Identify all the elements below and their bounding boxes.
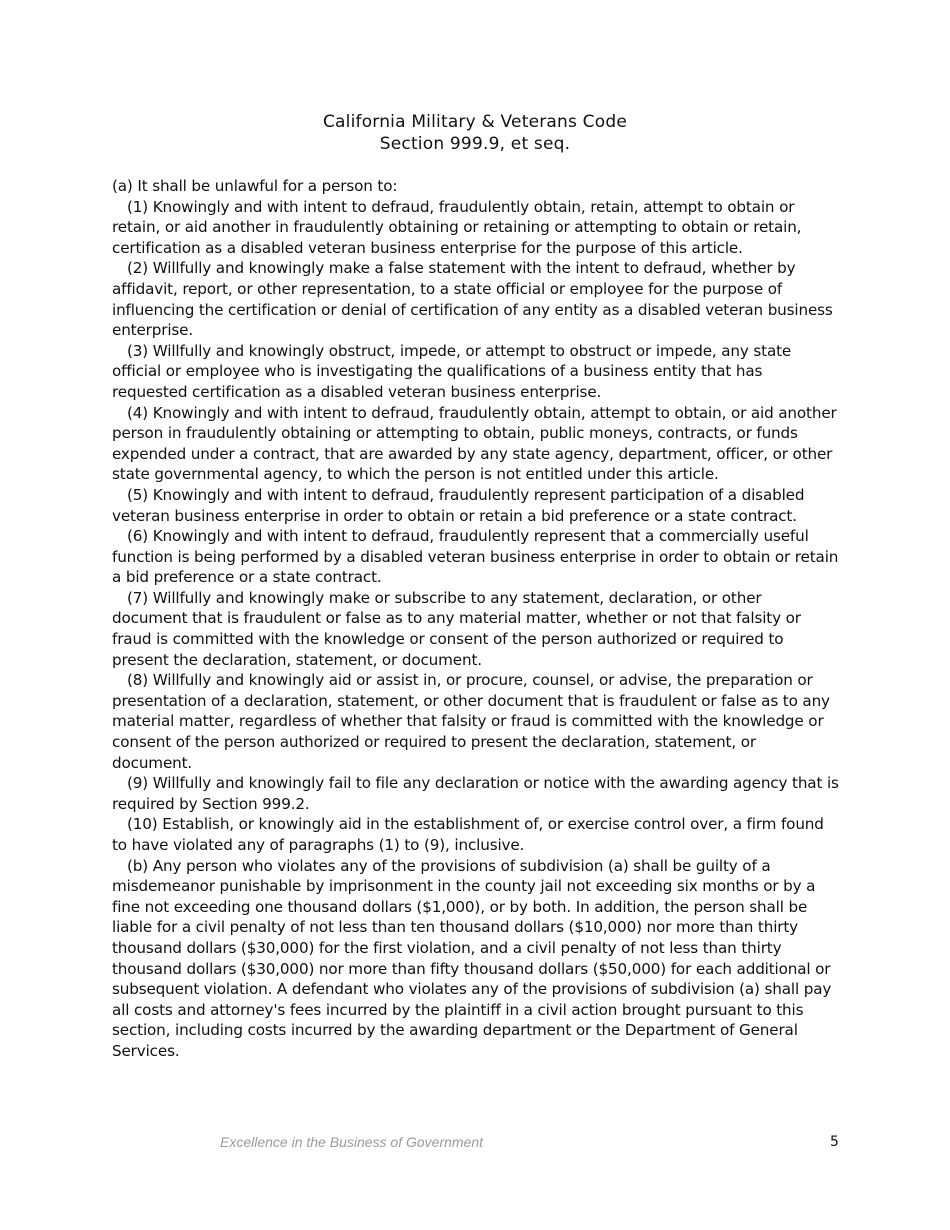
- paragraph-10: (10) Establish, or knowingly aid in the establishment of, or exercise control over, a firm found to have violated any of paragraphs (1) to (9), inclusive.: [112, 815, 824, 854]
- paragraph-1: (1) Knowingly and with intent to defraud, fraudulently obtain, retain, attempt to obtain or retain, or aid another in fraudulently obtaining or retaining or attempting to obtain or retain, certification as a disabled veteran business enterprise for the purpose of this article.: [112, 197, 802, 257]
- paragraph-2: (2) Willfully and knowingly make a false statement with the intent to defraud, whether by affidavit, report, or other representation, to a state official or employee for the purpose of influencing the certification or denial of certification of any entity as a disabled veteran business enterprise.: [112, 259, 833, 340]
- paragraph-7: (7) Willfully and knowingly make or subscribe to any statement, declaration, or other document that is fraudulent or false as to any material matter, whether or not that falsity or fraud is committed with the knowledge or consent of the person authorized or required to present the declaration, statement, or document.: [112, 588, 801, 669]
- title-line-1: California Military & Veterans Code: [322, 112, 628, 132]
- paragraph-9: (9) Willfully and knowingly fail to file any declaration or notice with the awarding agency that is required by Section 999.2.: [112, 774, 839, 813]
- paragraph-8: (8) Willfully and knowingly aid or assist in, or procure, counsel, or advise, the preparation or presentation of a declaration, statement, or other document that is fraudulent or false as to any material matter, regardless of whether that falsity or fraud is committed with the knowledge or consent of the person authorized or required to present the declaration, statement, or document.: [112, 671, 830, 772]
- paragraph-5: (5) Knowingly and with intent to defraud, fraudulently represent participation of a disabled veteran business enterprise in order to obtain or retain a bid preference or a state contract.: [112, 485, 805, 525]
- paragraph-6: (6) Knowingly and with intent to defraud, fraudulently represent that a commercially useful function is being performed by a disabled veteran business enterprise in order to obtain or retain a bid preference or a state contract.: [112, 527, 839, 587]
- footer-tagline: Excellence in the Business of Government: [220, 1134, 484, 1150]
- paragraph-b: (b) Any person who violates any of the provisions of subdivision (a) shall be guilty of a misdemeanor punishable by imprisonment in the county jail not exceeding six months or by a fine not exceeding one thousand dollars ($1,000), or by both. In addition, the person shall be liable for a civil penalty of not less than ten thousand dollars ($10,000) nor more than thirty thousand dollars ($30,000) for the first violation, and a civil penalty of not less than thirty thousand dollars ($30,000) nor more than fifty thousand dollars ($50,000) for each additional or subsequent violation. A defendant who violates any of the provisions of subdivision (a) shall pay all costs and attorney's fees incurred by the plaintiff in a civil action brought pursuant to this section, including costs incurred by the awarding department or the Department of General Services.: [112, 856, 832, 1060]
- paragraph-3: (3) Willfully and knowingly obstruct, impede, or attempt to obstruct or impede, any state official or employee who is investigating the qualifications of a business entity that has requested certification as a disabled veteran business enterprise.: [112, 341, 792, 401]
- title-line-2: Section 999.9, et seq.: [379, 134, 571, 154]
- page-number: 5: [830, 1134, 839, 1150]
- paragraph-a-intro: (a) It shall be unlawful for a person to:: [112, 177, 398, 195]
- statute-body: [112, 176, 840, 1062]
- page-title: [0, 111, 950, 155]
- paragraph-4: (4) Knowingly and with intent to defraud, fraudulently obtain, attempt to obtain, or aid another person in fraudulently obtaining or attempting to obtain, public moneys, contracts, or funds expended under a contract, that are awarded by any state agency, department, officer, or other state governmental agency, to which the person is not entitled under this article.: [112, 403, 837, 484]
